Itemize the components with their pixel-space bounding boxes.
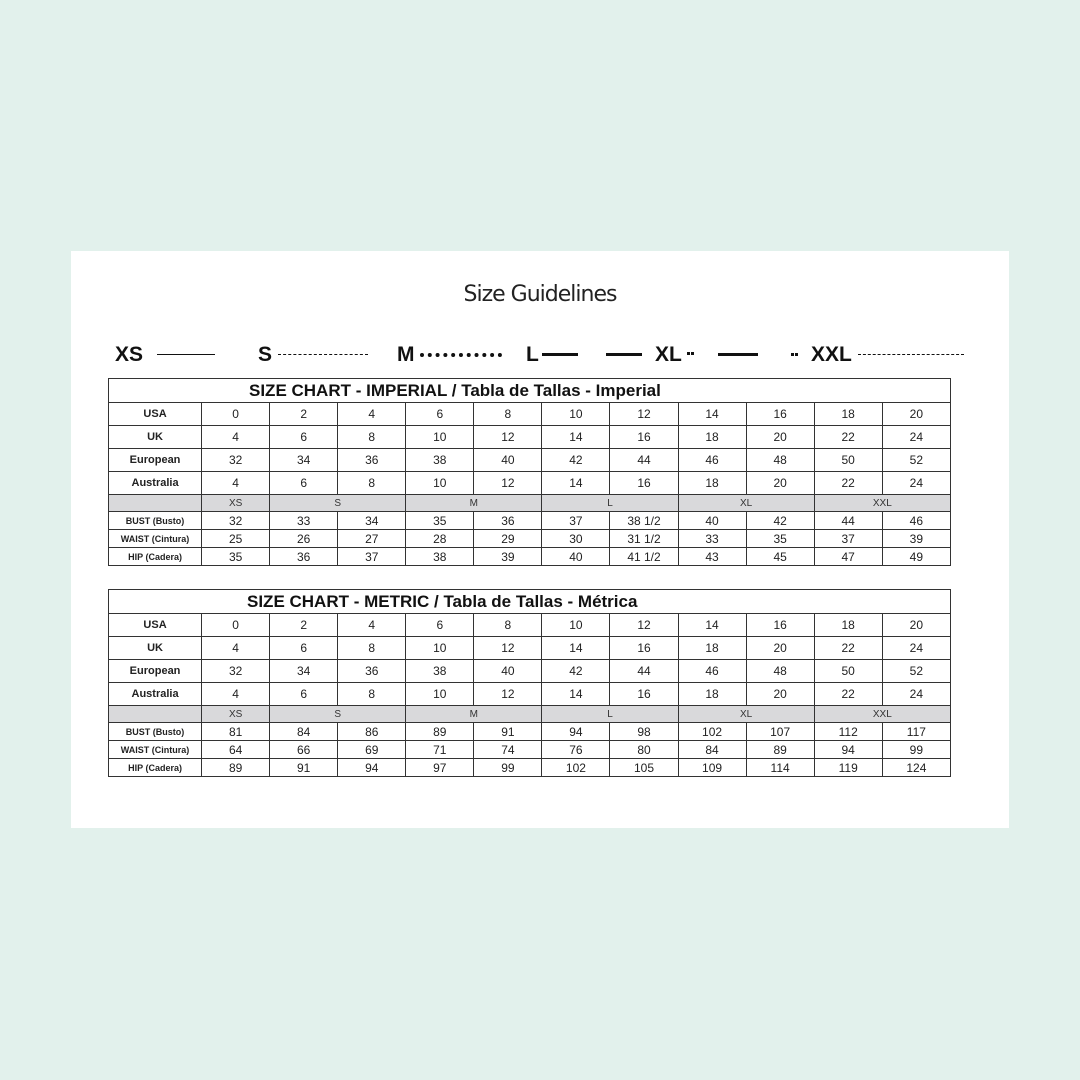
- table-cell: 16: [610, 637, 678, 660]
- table-cell: 8: [474, 403, 542, 426]
- table-cell: 20: [882, 614, 950, 637]
- table-cell: 50: [814, 449, 882, 472]
- table-row-usa: [109, 403, 951, 426]
- table-cell: 8: [338, 472, 406, 495]
- table-row-waist: [109, 741, 951, 759]
- table-cell: 112: [814, 723, 882, 741]
- table-cell: 18: [678, 472, 746, 495]
- legend-xxl-line: [858, 354, 964, 355]
- table-cell: 50: [814, 660, 882, 683]
- legend-xs-label: XS: [115, 343, 144, 366]
- table-cell: 40: [474, 660, 542, 683]
- table-cell: 86: [338, 723, 406, 741]
- table-cell: 6: [270, 683, 338, 706]
- table-cell: 12: [610, 403, 678, 426]
- table-cell: 42: [542, 449, 610, 472]
- table-cell: 117: [882, 723, 950, 741]
- row-label-waist: WAIST (Cintura): [109, 530, 202, 548]
- table-cell: 32: [202, 449, 270, 472]
- table-cell: 10: [406, 683, 474, 706]
- table-cell: 16: [610, 683, 678, 706]
- metric-heading: SIZE CHART - METRIC / Tabla de Tallas - Métrica: [109, 590, 951, 614]
- size-line-legend: [0, 340, 1080, 370]
- table-cell: 98: [610, 723, 678, 741]
- table-cell: 6: [406, 614, 474, 637]
- table-cell: 14: [678, 614, 746, 637]
- band-blank-cell: [109, 706, 202, 723]
- table-cell: 36: [338, 660, 406, 683]
- row-label-australia: Australia: [109, 683, 202, 706]
- table-cell: 4: [202, 472, 270, 495]
- table-row-australia: [109, 472, 951, 495]
- table-cell: 12: [610, 614, 678, 637]
- table-cell: 10: [406, 426, 474, 449]
- page-title: Size Guidelines: [463, 282, 617, 307]
- row-label-european: European: [109, 660, 202, 683]
- table-cell: 124: [882, 759, 950, 777]
- legend-xxl-label: XXL: [811, 343, 852, 366]
- table-cell: 52: [882, 660, 950, 683]
- table-cell: 107: [746, 723, 814, 741]
- table-cell: 16: [746, 403, 814, 426]
- band-xs: XS: [202, 706, 270, 723]
- table-cell: 84: [678, 741, 746, 759]
- legend-l-label: L: [526, 343, 539, 366]
- table-cell: 12: [474, 426, 542, 449]
- table-row-waist: [109, 530, 951, 548]
- row-label-hip: HIP (Cadera): [109, 548, 202, 566]
- table-cell: 89: [746, 741, 814, 759]
- table-cell: 48: [746, 449, 814, 472]
- table-cell: 2: [270, 614, 338, 637]
- table-cell: 38: [406, 449, 474, 472]
- table-cell: 38: [406, 548, 474, 566]
- table-cell: 8: [338, 637, 406, 660]
- table-cell: 6: [270, 426, 338, 449]
- row-label-bust: BUST (Busto): [109, 723, 202, 741]
- row-label-waist: WAIST (Cintura): [109, 741, 202, 759]
- table-cell: 38: [406, 660, 474, 683]
- table-cell: 97: [406, 759, 474, 777]
- table-cell: 40: [474, 449, 542, 472]
- table-cell: 99: [474, 759, 542, 777]
- table-cell: 30: [542, 530, 610, 548]
- legend-xl-line: [718, 353, 758, 356]
- legend-l-line-2: [606, 353, 642, 356]
- table-cell: 39: [474, 548, 542, 566]
- table-cell: 49: [882, 548, 950, 566]
- table-cell: 22: [814, 683, 882, 706]
- table-cell: 102: [678, 723, 746, 741]
- table-cell: 0: [202, 614, 270, 637]
- table-cell: 52: [882, 449, 950, 472]
- table-row-european: [109, 660, 951, 683]
- table-cell: 94: [338, 759, 406, 777]
- table-cell: 46: [678, 449, 746, 472]
- table-cell: 20: [746, 426, 814, 449]
- band-s: S: [270, 495, 406, 512]
- table-cell: 89: [406, 723, 474, 741]
- table-cell: 36: [270, 548, 338, 566]
- band-l: L: [542, 706, 678, 723]
- table-cell: 22: [814, 426, 882, 449]
- table-cell: 6: [406, 403, 474, 426]
- metric-heading-row: [109, 590, 951, 614]
- table-cell: 48: [746, 660, 814, 683]
- legend-xs-line: [157, 354, 215, 355]
- legend-m-line: [420, 353, 502, 357]
- table-cell: 91: [270, 759, 338, 777]
- row-label-bust: BUST (Busto): [109, 512, 202, 530]
- table-cell: 14: [542, 637, 610, 660]
- table-cell: 18: [678, 637, 746, 660]
- size-band-row: [109, 706, 951, 723]
- table-cell: 20: [746, 637, 814, 660]
- table-cell: 16: [746, 614, 814, 637]
- table-cell: 80: [610, 741, 678, 759]
- table-cell: 8: [338, 426, 406, 449]
- table-cell: 39: [882, 530, 950, 548]
- table-cell: 89: [202, 759, 270, 777]
- legend-m-label: M: [397, 343, 415, 366]
- band-s: S: [270, 706, 406, 723]
- table-cell: 44: [610, 449, 678, 472]
- table-row-bust: [109, 512, 951, 530]
- table-row-usa: [109, 614, 951, 637]
- table-cell: 18: [814, 614, 882, 637]
- table-cell: 71: [406, 741, 474, 759]
- table-row-hip: [109, 759, 951, 777]
- row-label-usa: USA: [109, 403, 202, 426]
- table-cell: 42: [542, 660, 610, 683]
- table-row-uk: [109, 637, 951, 660]
- legend-xl-dot-1: [687, 352, 691, 355]
- table-cell: 24: [882, 426, 950, 449]
- table-cell: 45: [746, 548, 814, 566]
- table-cell: 4: [202, 426, 270, 449]
- table-cell: 6: [270, 637, 338, 660]
- table-cell: 28: [406, 530, 474, 548]
- table-cell: 76: [542, 741, 610, 759]
- table-cell: 105: [610, 759, 678, 777]
- table-cell: 33: [270, 512, 338, 530]
- table-cell: 114: [746, 759, 814, 777]
- size-band-row: [109, 495, 951, 512]
- band-xxl: XXL: [814, 495, 950, 512]
- legend-s-line: [278, 354, 368, 355]
- legend-xl-dot-2: [791, 353, 795, 356]
- table-row-european: [109, 449, 951, 472]
- table-cell: 12: [474, 683, 542, 706]
- table-cell: 46: [882, 512, 950, 530]
- table-cell: 91: [474, 723, 542, 741]
- table-cell: 20: [882, 403, 950, 426]
- table-cell: 14: [542, 426, 610, 449]
- table-cell: 29: [474, 530, 542, 548]
- band-xs: XS: [202, 495, 270, 512]
- table-cell: 12: [474, 637, 542, 660]
- table-cell: 38 1/2: [610, 512, 678, 530]
- table-cell: 12: [474, 472, 542, 495]
- table-row-uk: [109, 426, 951, 449]
- table-cell: 43: [678, 548, 746, 566]
- table-cell: 42: [746, 512, 814, 530]
- band-blank-cell: [109, 495, 202, 512]
- imperial-heading: SIZE CHART - IMPERIAL / Tabla de Tallas - Imperial: [109, 379, 951, 403]
- table-cell: 35: [746, 530, 814, 548]
- table-cell: 40: [542, 548, 610, 566]
- band-xl: XL: [678, 495, 814, 512]
- table-cell: 81: [202, 723, 270, 741]
- table-cell: 0: [202, 403, 270, 426]
- table-cell: 36: [474, 512, 542, 530]
- table-cell: 36: [338, 449, 406, 472]
- table-cell: 64: [202, 741, 270, 759]
- table-cell: 4: [202, 637, 270, 660]
- table-cell: 66: [270, 741, 338, 759]
- band-m: M: [406, 706, 542, 723]
- table-row-australia: [109, 683, 951, 706]
- row-label-european: European: [109, 449, 202, 472]
- table-row-hip: [109, 548, 951, 566]
- table-row-bust: [109, 723, 951, 741]
- table-cell: 102: [542, 759, 610, 777]
- band-m: M: [406, 495, 542, 512]
- table-cell: 22: [814, 637, 882, 660]
- table-cell: 4: [202, 683, 270, 706]
- table-cell: 46: [678, 660, 746, 683]
- table-cell: 37: [814, 530, 882, 548]
- table-cell: 33: [678, 530, 746, 548]
- table-cell: 34: [270, 660, 338, 683]
- table-cell: 37: [338, 548, 406, 566]
- table-cell: 4: [338, 403, 406, 426]
- table-cell: 25: [202, 530, 270, 548]
- table-cell: 74: [474, 741, 542, 759]
- table-cell: 18: [678, 426, 746, 449]
- metric-size-table: [108, 589, 951, 777]
- row-label-uk: UK: [109, 426, 202, 449]
- table-cell: 44: [610, 660, 678, 683]
- legend-s-label: S: [258, 343, 273, 366]
- table-cell: 35: [202, 548, 270, 566]
- table-cell: 44: [814, 512, 882, 530]
- table-cell: 20: [746, 683, 814, 706]
- table-cell: 10: [542, 403, 610, 426]
- table-cell: 24: [882, 472, 950, 495]
- table-cell: 14: [542, 683, 610, 706]
- table-cell: 14: [678, 403, 746, 426]
- table-cell: 32: [202, 660, 270, 683]
- table-cell: 4: [338, 614, 406, 637]
- table-cell: 24: [882, 637, 950, 660]
- table-cell: 27: [338, 530, 406, 548]
- table-cell: 8: [474, 614, 542, 637]
- table-cell: 20: [746, 472, 814, 495]
- table-cell: 84: [270, 723, 338, 741]
- table-cell: 24: [882, 683, 950, 706]
- table-cell: 18: [678, 683, 746, 706]
- table-cell: 18: [814, 403, 882, 426]
- table-cell: 10: [406, 637, 474, 660]
- imperial-heading-row: [109, 379, 951, 403]
- table-cell: 31 1/2: [610, 530, 678, 548]
- table-cell: 8: [338, 683, 406, 706]
- row-label-australia: Australia: [109, 472, 202, 495]
- imperial-size-table: [108, 378, 951, 566]
- table-cell: 16: [610, 472, 678, 495]
- band-l: L: [542, 495, 678, 512]
- row-label-uk: UK: [109, 637, 202, 660]
- band-xxl: XXL: [814, 706, 950, 723]
- table-cell: 94: [542, 723, 610, 741]
- legend-xl-label: XL: [655, 343, 682, 366]
- table-cell: 6: [270, 472, 338, 495]
- table-cell: 2: [270, 403, 338, 426]
- table-cell: 14: [542, 472, 610, 495]
- table-cell: 99: [882, 741, 950, 759]
- table-cell: 26: [270, 530, 338, 548]
- row-label-usa: USA: [109, 614, 202, 637]
- table-cell: 10: [542, 614, 610, 637]
- table-cell: 119: [814, 759, 882, 777]
- table-cell: 37: [542, 512, 610, 530]
- table-cell: 47: [814, 548, 882, 566]
- table-cell: 69: [338, 741, 406, 759]
- table-cell: 94: [814, 741, 882, 759]
- table-cell: 109: [678, 759, 746, 777]
- row-label-hip: HIP (Cadera): [109, 759, 202, 777]
- table-cell: 35: [406, 512, 474, 530]
- legend-l-line-1: [542, 353, 578, 356]
- table-cell: 34: [338, 512, 406, 530]
- table-cell: 40: [678, 512, 746, 530]
- table-cell: 41 1/2: [610, 548, 678, 566]
- table-cell: 32: [202, 512, 270, 530]
- table-cell: 16: [610, 426, 678, 449]
- table-cell: 10: [406, 472, 474, 495]
- band-xl: XL: [678, 706, 814, 723]
- table-cell: 34: [270, 449, 338, 472]
- table-cell: 22: [814, 472, 882, 495]
